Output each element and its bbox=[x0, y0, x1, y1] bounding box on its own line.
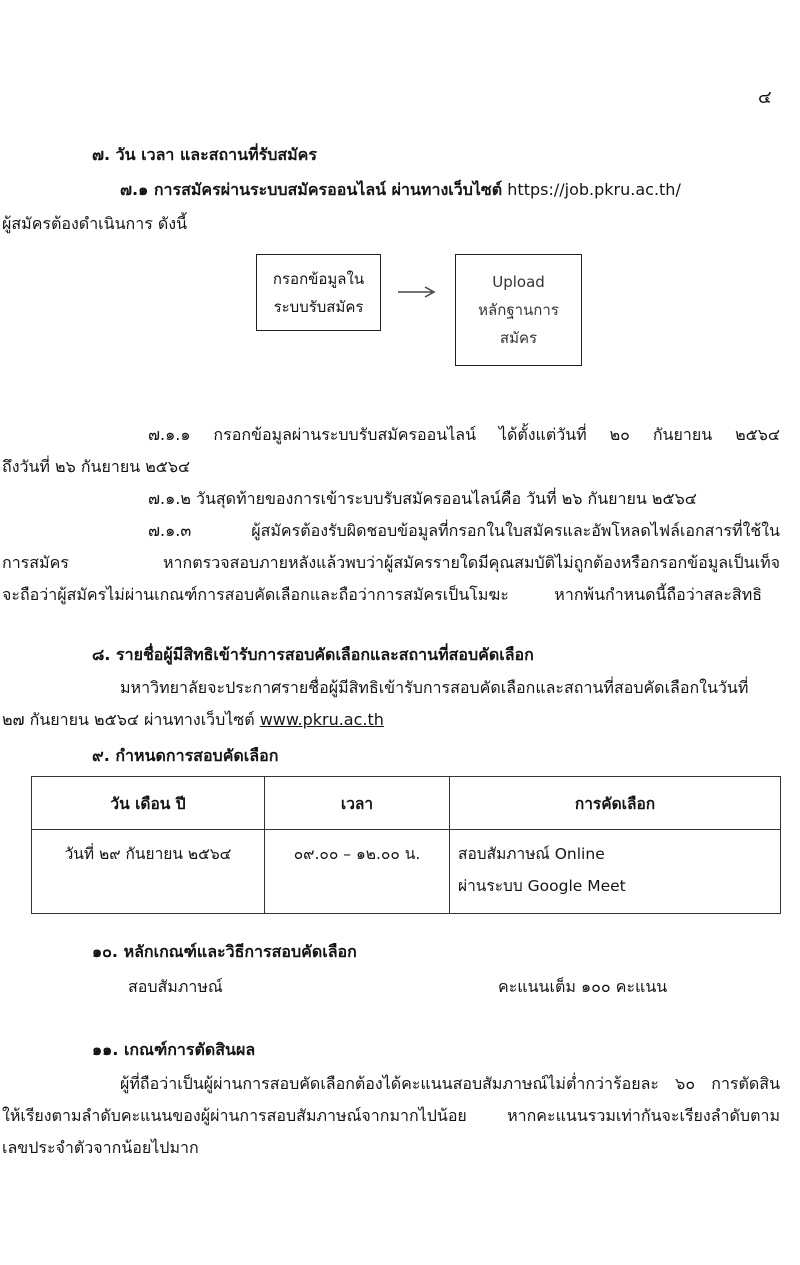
section8-heading: ๘. รายชื่อผู้มีสิทธิเข้ารับการสอบคัดเลือกและสถานที่สอบคัดเลือก bbox=[92, 645, 534, 664]
p713-line3: จะถือว่าผู้สมัครไม่ผ่านเกณฑ์การสอบคัดเลือกและถือว่าการสมัครเป็นโมฆะ หากพ้นกำหนดนี้ถือว่าสละสิทธิ bbox=[2, 585, 762, 604]
flow-box-upload bbox=[455, 254, 582, 366]
section7-1-heading bbox=[120, 178, 681, 202]
col-time-header: เวลา bbox=[265, 777, 450, 830]
section11-line3: เลขประจำตัวจากน้อยไปมาก bbox=[2, 1138, 199, 1157]
flow-box1-line2: ระบบรับสมัคร bbox=[273, 297, 364, 316]
p713-line2: การสมัคร หากตรวจสอบภายหลังแล้วพบว่าผู้สมัครรายใดมีคุณสมบัติไม่ถูกต้องหรือกรอกข้อมูลเป็นเท็จ bbox=[2, 553, 780, 572]
section11-heading: ๑๑. เกณฑ์การตัดสินผล bbox=[92, 1040, 256, 1059]
row-method bbox=[450, 830, 781, 914]
flow-box2-line2: หลักฐานการ bbox=[478, 301, 559, 319]
section7-heading: ๗. วัน เวลา และสถานที่รับสมัคร bbox=[92, 145, 317, 164]
pkru-website-link[interactable]: www.pkru.ac.th bbox=[259, 710, 384, 729]
row-method-line1: สอบสัมภาษณ์ Online bbox=[458, 845, 605, 863]
schedule-table bbox=[31, 776, 781, 914]
section10-item: สอบสัมภาษณ์ bbox=[128, 977, 223, 996]
col-date-header: วัน เดือน ปี bbox=[32, 777, 265, 830]
p711-line1: ๗.๑.๑ กรอกข้อมูลผ่านระบบรับสมัครออนไลน์ ได้ตั้งแต่วันที่ ๒๐ กันยายน ๒๕๖๔ bbox=[148, 425, 780, 444]
row-date: วันที่ ๒๙ กันยายน ๒๕๖๔ bbox=[32, 830, 265, 914]
p712: ๗.๑.๒ วันสุดท้ายของการเข้าระบบรับสมัครออนไลน์คือ วันที่ ๒๖ กันยายน ๒๕๖๔ bbox=[148, 489, 697, 508]
flow-box-fill-form bbox=[256, 254, 381, 331]
job-url: https://job.pkru.ac.th/ bbox=[507, 180, 681, 199]
row-method-line2: ผ่านระบบ Google Meet bbox=[458, 877, 626, 895]
right-arrow-icon bbox=[398, 285, 440, 299]
section10-heading: ๑๐. หลักเกณฑ์และวิธีการสอบคัดเลือก bbox=[92, 942, 357, 961]
section8-line2 bbox=[2, 708, 384, 732]
section11-line1: ผู้ที่ถือว่าเป็นผู้ผ่านการสอบคัดเลือกต้องได้คะแนนสอบสัมภาษณ์ไม่ต่ำกว่าร้อยละ ๖๐ การตัดสิน bbox=[120, 1074, 780, 1093]
section10-score: คะแนนเต็ม ๑๐๐ คะแนน bbox=[498, 977, 668, 996]
section7-1-title: ๗.๑ การสมัครผ่านระบบสมัครออนไลน์ ผ่านทางเว็บไซต์ bbox=[120, 180, 503, 199]
section8-date-text: ๒๗ กันยายน ๒๕๖๔ ผ่านทางเว็บไซต์ bbox=[2, 710, 260, 729]
col-method-header: การคัดเลือก bbox=[450, 777, 781, 830]
section8-line1: มหาวิทยาลัยจะประกาศรายชื่อผู้มีสิทธิเข้ารับการสอบคัดเลือกและสถานที่สอบคัดเลือกในวันที่ bbox=[120, 678, 749, 697]
p711-line2: ถึงวันที่ ๒๖ กันยายน ๒๕๖๔ bbox=[2, 457, 191, 476]
flow-box2-line1: Upload bbox=[492, 273, 545, 291]
flow-box2-line3: สมัคร bbox=[499, 329, 538, 347]
table-header-row bbox=[32, 777, 781, 830]
section7-intro: ผู้สมัครต้องดำเนินการ ดังนี้ bbox=[2, 214, 188, 233]
section11-line2: ให้เรียงตามลำดับคะแนนของผู้ผ่านการสอบสัมภาษณ์จากมากไปน้อย หากคะแนนรวมเท่ากันจะเรียงลำดับตาม bbox=[2, 1106, 780, 1125]
row-time: ๐๙.๐๐ – ๑๒.๐๐ น. bbox=[265, 830, 450, 914]
p713-line1: ๗.๑.๓ ผู้สมัครต้องรับผิดชอบข้อมูลที่กรอกในใบสมัครและอัพโหลดไฟล์เอกสารที่ใช้ใน bbox=[148, 521, 780, 540]
section9-heading: ๙. กำหนดการสอบคัดเลือก bbox=[92, 746, 279, 765]
table-row bbox=[32, 830, 781, 914]
page-number: ๔ bbox=[758, 87, 772, 108]
flow-box1-line1: กรอกข้อมูลใน bbox=[272, 269, 365, 288]
